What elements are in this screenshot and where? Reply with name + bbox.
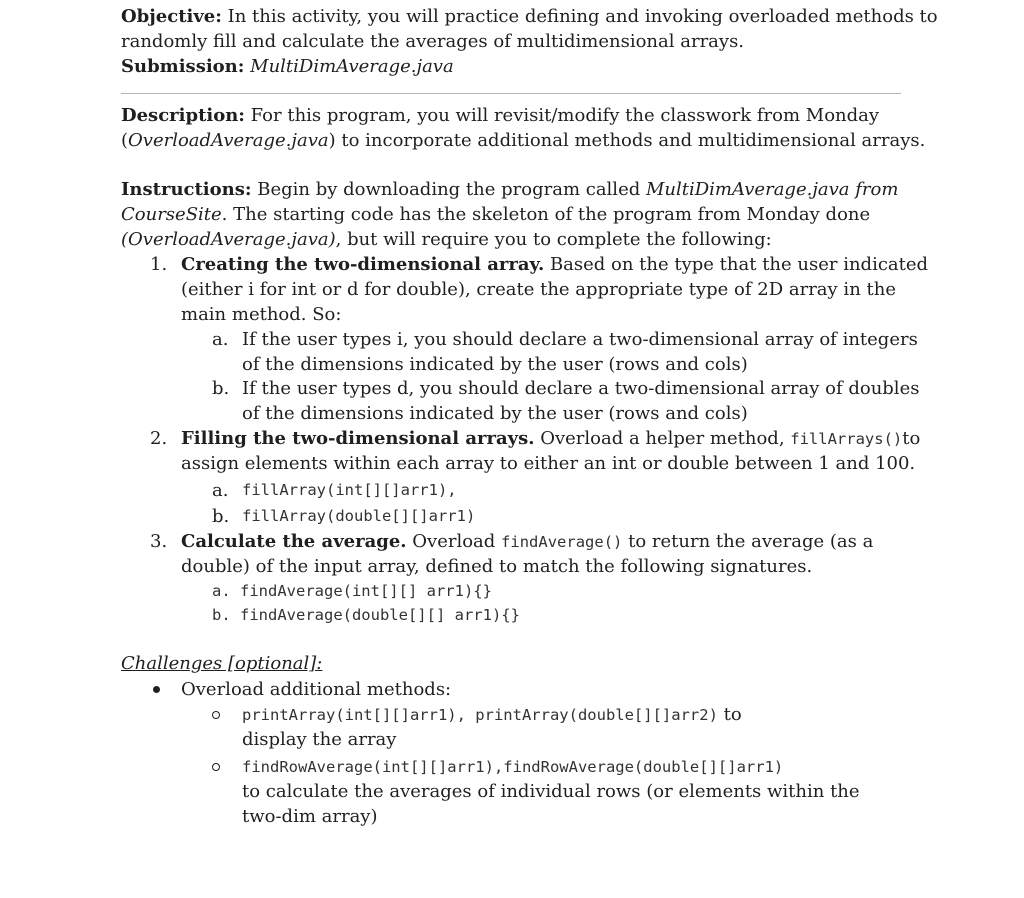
objective-label: Objective: bbox=[121, 6, 222, 27]
circle-bullet-icon bbox=[212, 763, 220, 771]
step-2a-letter: a. bbox=[212, 480, 229, 501]
step-1-text-2: (either i for int or d for double), create the appropriate type of 2D array in the bbox=[181, 279, 896, 300]
step-1b-letter: b. bbox=[212, 378, 230, 399]
step-3-number: 3. bbox=[150, 531, 168, 552]
step-1b bbox=[242, 376, 920, 426]
step-2-text-1: Overload a helper method, bbox=[534, 428, 791, 449]
step-3-title: Calculate the average. bbox=[181, 531, 407, 552]
challenge-2-text-2: to calculate the averages of individual rows (or elements within the bbox=[242, 781, 860, 802]
step-2-code: fillArrays() bbox=[790, 430, 903, 448]
step-1b-text-1: If the user types d, you should declare a two-dimensional array of doubles bbox=[242, 378, 920, 399]
step-1a bbox=[242, 327, 918, 377]
challenge-2-code: findRowAverage(int[][]arr1),findRowAverage(double[][]arr1) bbox=[242, 758, 784, 776]
description-file: OverloadAverage.java bbox=[128, 130, 329, 151]
challenge-1-text-2: display the array bbox=[242, 729, 397, 750]
step-1a-letter: a. bbox=[212, 329, 229, 350]
description-section bbox=[121, 103, 926, 153]
step-1 bbox=[181, 252, 929, 327]
step-1-title: Creating the two-dimensional array. bbox=[181, 254, 545, 275]
step-2-text-1b: to bbox=[902, 428, 921, 449]
step-1a-text-1: If the user types i, you should declare a two-dimensional array of integers bbox=[242, 329, 918, 350]
description-text-1: For this program, you will revisit/modify the classwork from Monday bbox=[244, 105, 880, 126]
instructions-text-2: . The starting code has the skeleton of the program from Monday done bbox=[221, 204, 871, 225]
challenge-item-1 bbox=[242, 702, 902, 752]
step-3-code: findAverage() bbox=[501, 533, 623, 551]
step-1-number: 1. bbox=[150, 254, 168, 275]
instructions-text-3: , but will require you to complete the following: bbox=[335, 229, 772, 250]
step-2 bbox=[181, 426, 921, 476]
step-3a-code: a. findAverage(int[][] arr1){} bbox=[212, 582, 492, 600]
submission-label: Submission: bbox=[121, 56, 245, 77]
circle-bullet-icon bbox=[212, 711, 220, 719]
step-1-text-1: Based on the type that the user indicated bbox=[544, 254, 929, 275]
step-3-text-1b: to return the average (as a bbox=[622, 531, 874, 552]
instructions-overload-file: (OverloadAverage.java) bbox=[121, 229, 336, 250]
challenge-1-tail: to bbox=[717, 704, 742, 725]
instructions-text-1: Begin by downloading the program called bbox=[251, 179, 646, 200]
description-text-2: ) to incorporate additional methods and multidimensional arrays. bbox=[328, 130, 926, 151]
step-3-text-1: Overload bbox=[406, 531, 502, 552]
instructions-section bbox=[121, 177, 911, 252]
step-2b-code: fillArray(double[][]arr1) bbox=[242, 507, 476, 525]
step-2a-code: fillArray(int[][]arr1), bbox=[242, 481, 457, 499]
challenges-title: Challenges [optional]: bbox=[121, 653, 323, 674]
challenge-item-2 bbox=[242, 754, 902, 829]
challenges-heading bbox=[121, 651, 322, 676]
objective-text-2: randomly fill and calculate the averages of multidimensional arrays. bbox=[121, 31, 745, 52]
step-2-title: Filling the two-dimensional arrays. bbox=[181, 428, 535, 449]
description-label: Description: bbox=[121, 105, 245, 126]
instructions-label: Instructions: bbox=[121, 179, 252, 200]
step-3-text-2: double) of the input array, defined to match the following signatures. bbox=[181, 556, 813, 577]
instructions-file: MultiDimAverage.java from bbox=[645, 179, 899, 200]
challenge-2-text-3: two-dim array) bbox=[242, 806, 378, 827]
step-2b-letter: b. bbox=[212, 506, 230, 527]
submission-file: MultiDimAverage.java bbox=[250, 56, 454, 77]
step-3 bbox=[181, 529, 901, 579]
step-1a-text-2: of the dimensions indicated by the user (rows and cols) bbox=[242, 354, 748, 375]
description-paren: ( bbox=[121, 130, 129, 151]
objective-section bbox=[121, 4, 938, 79]
step-2-text-2: assign elements within each array to either an int or double between 1 and 100. bbox=[181, 453, 916, 474]
horizontal-rule bbox=[121, 93, 901, 94]
bullet-dot-icon bbox=[153, 686, 160, 693]
challenge-1-code: printArray(int[][]arr1), printArray(double[][]arr2) bbox=[242, 706, 718, 724]
objective-text-1: In this activity, you will practice defining and invoking overloaded methods to bbox=[221, 6, 938, 27]
step-2-number: 2. bbox=[150, 428, 168, 449]
challenges-bullet-text: Overload additional methods: bbox=[181, 679, 452, 700]
step-1b-text-2: of the dimensions indicated by the user (rows and cols) bbox=[242, 403, 748, 424]
step-1-text-3: main method. So: bbox=[181, 304, 342, 325]
instructions-coursesite: CourseSite bbox=[121, 204, 222, 225]
step-3b-code: b. findAverage(double[][] arr1){} bbox=[212, 606, 520, 624]
